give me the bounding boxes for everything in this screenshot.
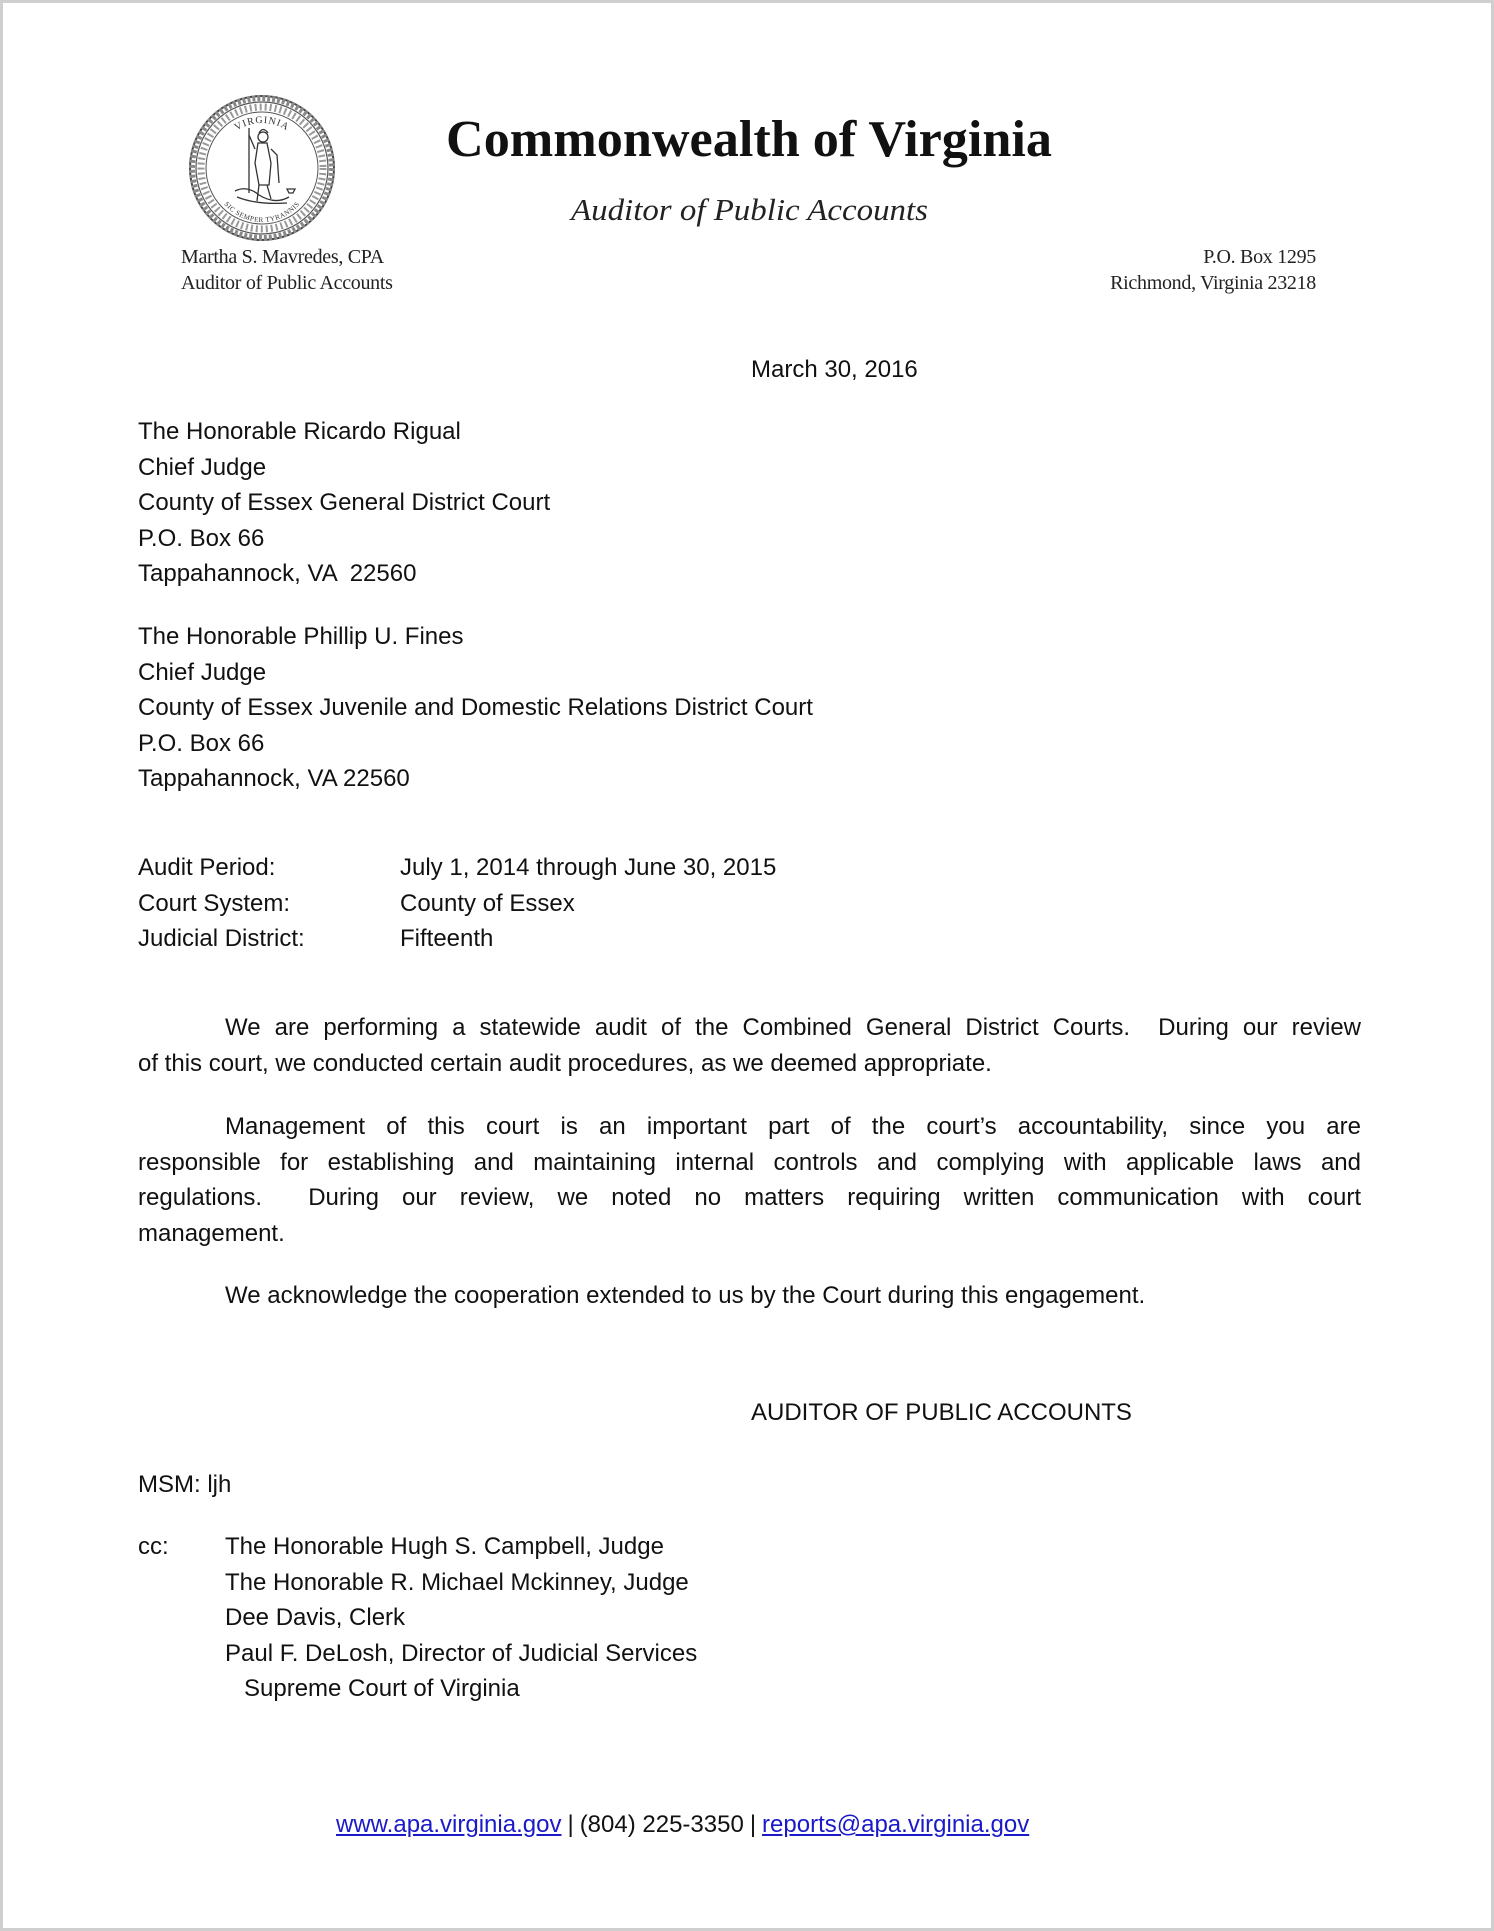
letterhead-title [443, 103, 1063, 173]
auditor-name-block [181, 244, 393, 296]
judicial-district-value: Fifteenth [400, 925, 494, 952]
virginia-seal-icon [187, 93, 337, 243]
audit-info [138, 850, 776, 957]
footer-contact [336, 1807, 1029, 1842]
paragraph-3 [138, 1278, 1361, 1314]
letter-date: March 30, 2016 [751, 356, 918, 383]
audit-info-row [138, 850, 776, 886]
paragraph-2 [138, 1109, 1361, 1251]
svg-text:SIC SEMPER TYRANNIS: SIC SEMPER TYRANNIS [222, 200, 302, 225]
signature-block: AUDITOR OF PUBLIC ACCOUNTS [751, 1399, 1132, 1426]
address-line: Tappahannock, VA 22560 [138, 560, 417, 587]
svg-text:Commonwealth of Virginia: Commonwealth of Virginia [446, 111, 1052, 168]
cc-row [138, 1565, 697, 1601]
audit-period-value: July 1, 2014 through June 30, 2015 [400, 854, 777, 881]
paragraph-line: Management of this court is an important part of the court’s accountability, since you are [225, 1113, 1361, 1140]
paragraph-line: responsible for establishing and maintaining internal controls and complying with applicable laws and [138, 1148, 1361, 1176]
audit-info-row [138, 886, 776, 922]
footer-separator: | [749, 1811, 757, 1838]
auditor-title: Auditor of Public Accounts [181, 272, 393, 294]
address-line: The Honorable Phillip U. Fines [138, 623, 464, 650]
cc-row [138, 1600, 697, 1636]
court-system-value: County of Essex [400, 889, 575, 917]
svg-text:Auditor of Public Accounts: Auditor of Public Accounts [568, 192, 928, 227]
cc-recipient: Dee Davis, Clerk [225, 1604, 406, 1631]
cc-row [138, 1529, 697, 1565]
recipient-address-2 [138, 619, 813, 797]
address-line: County of Essex Juvenile and Domestic Relations District Court [138, 694, 813, 721]
cc-list [138, 1529, 697, 1707]
cc-recipient: The Honorable Hugh S. Campbell, Judge [225, 1533, 664, 1560]
office-city: Richmond, Virginia 23218 [1110, 272, 1316, 294]
paragraph-line: We are performing a statewide audit of the Combined General District Courts. During our review [225, 1014, 1361, 1041]
address-line: P.O. Box 66 [138, 729, 265, 757]
cc-recipient: Paul F. DeLosh, Director of Judicial Services [225, 1639, 698, 1667]
address-line: The Honorable Ricardo Rigual [138, 418, 461, 445]
initials: MSM: ljh [138, 1471, 232, 1498]
cc-recipient: The Honorable R. Michael Mckinney, Judge [225, 1568, 689, 1596]
email-link[interactable]: reports@apa.virginia.gov [762, 1811, 1030, 1838]
footer-separator: | [567, 1811, 574, 1838]
website-link[interactable]: www.apa.virginia.gov [336, 1811, 562, 1838]
cc-row [138, 1671, 697, 1707]
paragraph-line: We acknowledge the cooperation extended to us by the Court during this engagement. [225, 1282, 1146, 1309]
cc-label: cc: [138, 1533, 169, 1560]
phone-number: (804) 225-3350 [579, 1811, 744, 1838]
judicial-district-label: Judicial District: [138, 925, 305, 952]
auditor-name: Martha S. Mavredes, CPA [181, 246, 384, 268]
address-line: County of Essex General District Court [138, 489, 551, 516]
paragraph-1 [138, 1010, 1361, 1081]
paragraph-line: management. [138, 1219, 285, 1247]
svg-text:VIRGINIA: VIRGINIA [232, 114, 292, 134]
audit-info-row [138, 921, 776, 957]
paragraph-line: of this court, we conducted certain audit procedures, as we deemed appropriate. [138, 1049, 992, 1077]
office-address-block [1003, 244, 1316, 296]
address-line: P.O. Box 66 [138, 524, 265, 552]
audit-period-label: Audit Period: [138, 854, 276, 881]
address-line: Chief Judge [138, 658, 267, 686]
recipient-address-1 [138, 414, 550, 592]
court-system-label: Court System: [138, 889, 291, 917]
address-line: Tappahannock, VA 22560 [138, 765, 410, 792]
letterhead-subtitle [567, 191, 937, 231]
paragraph-line: regulations. During our review, we noted no matters requiring written communication with court [138, 1184, 1361, 1211]
address-line: Chief Judge [138, 453, 267, 481]
cc-recipient-sub: Supreme Court of Virginia [244, 1675, 520, 1702]
cc-row [138, 1636, 697, 1672]
office-po-box: P.O. Box 1295 [1203, 246, 1316, 268]
